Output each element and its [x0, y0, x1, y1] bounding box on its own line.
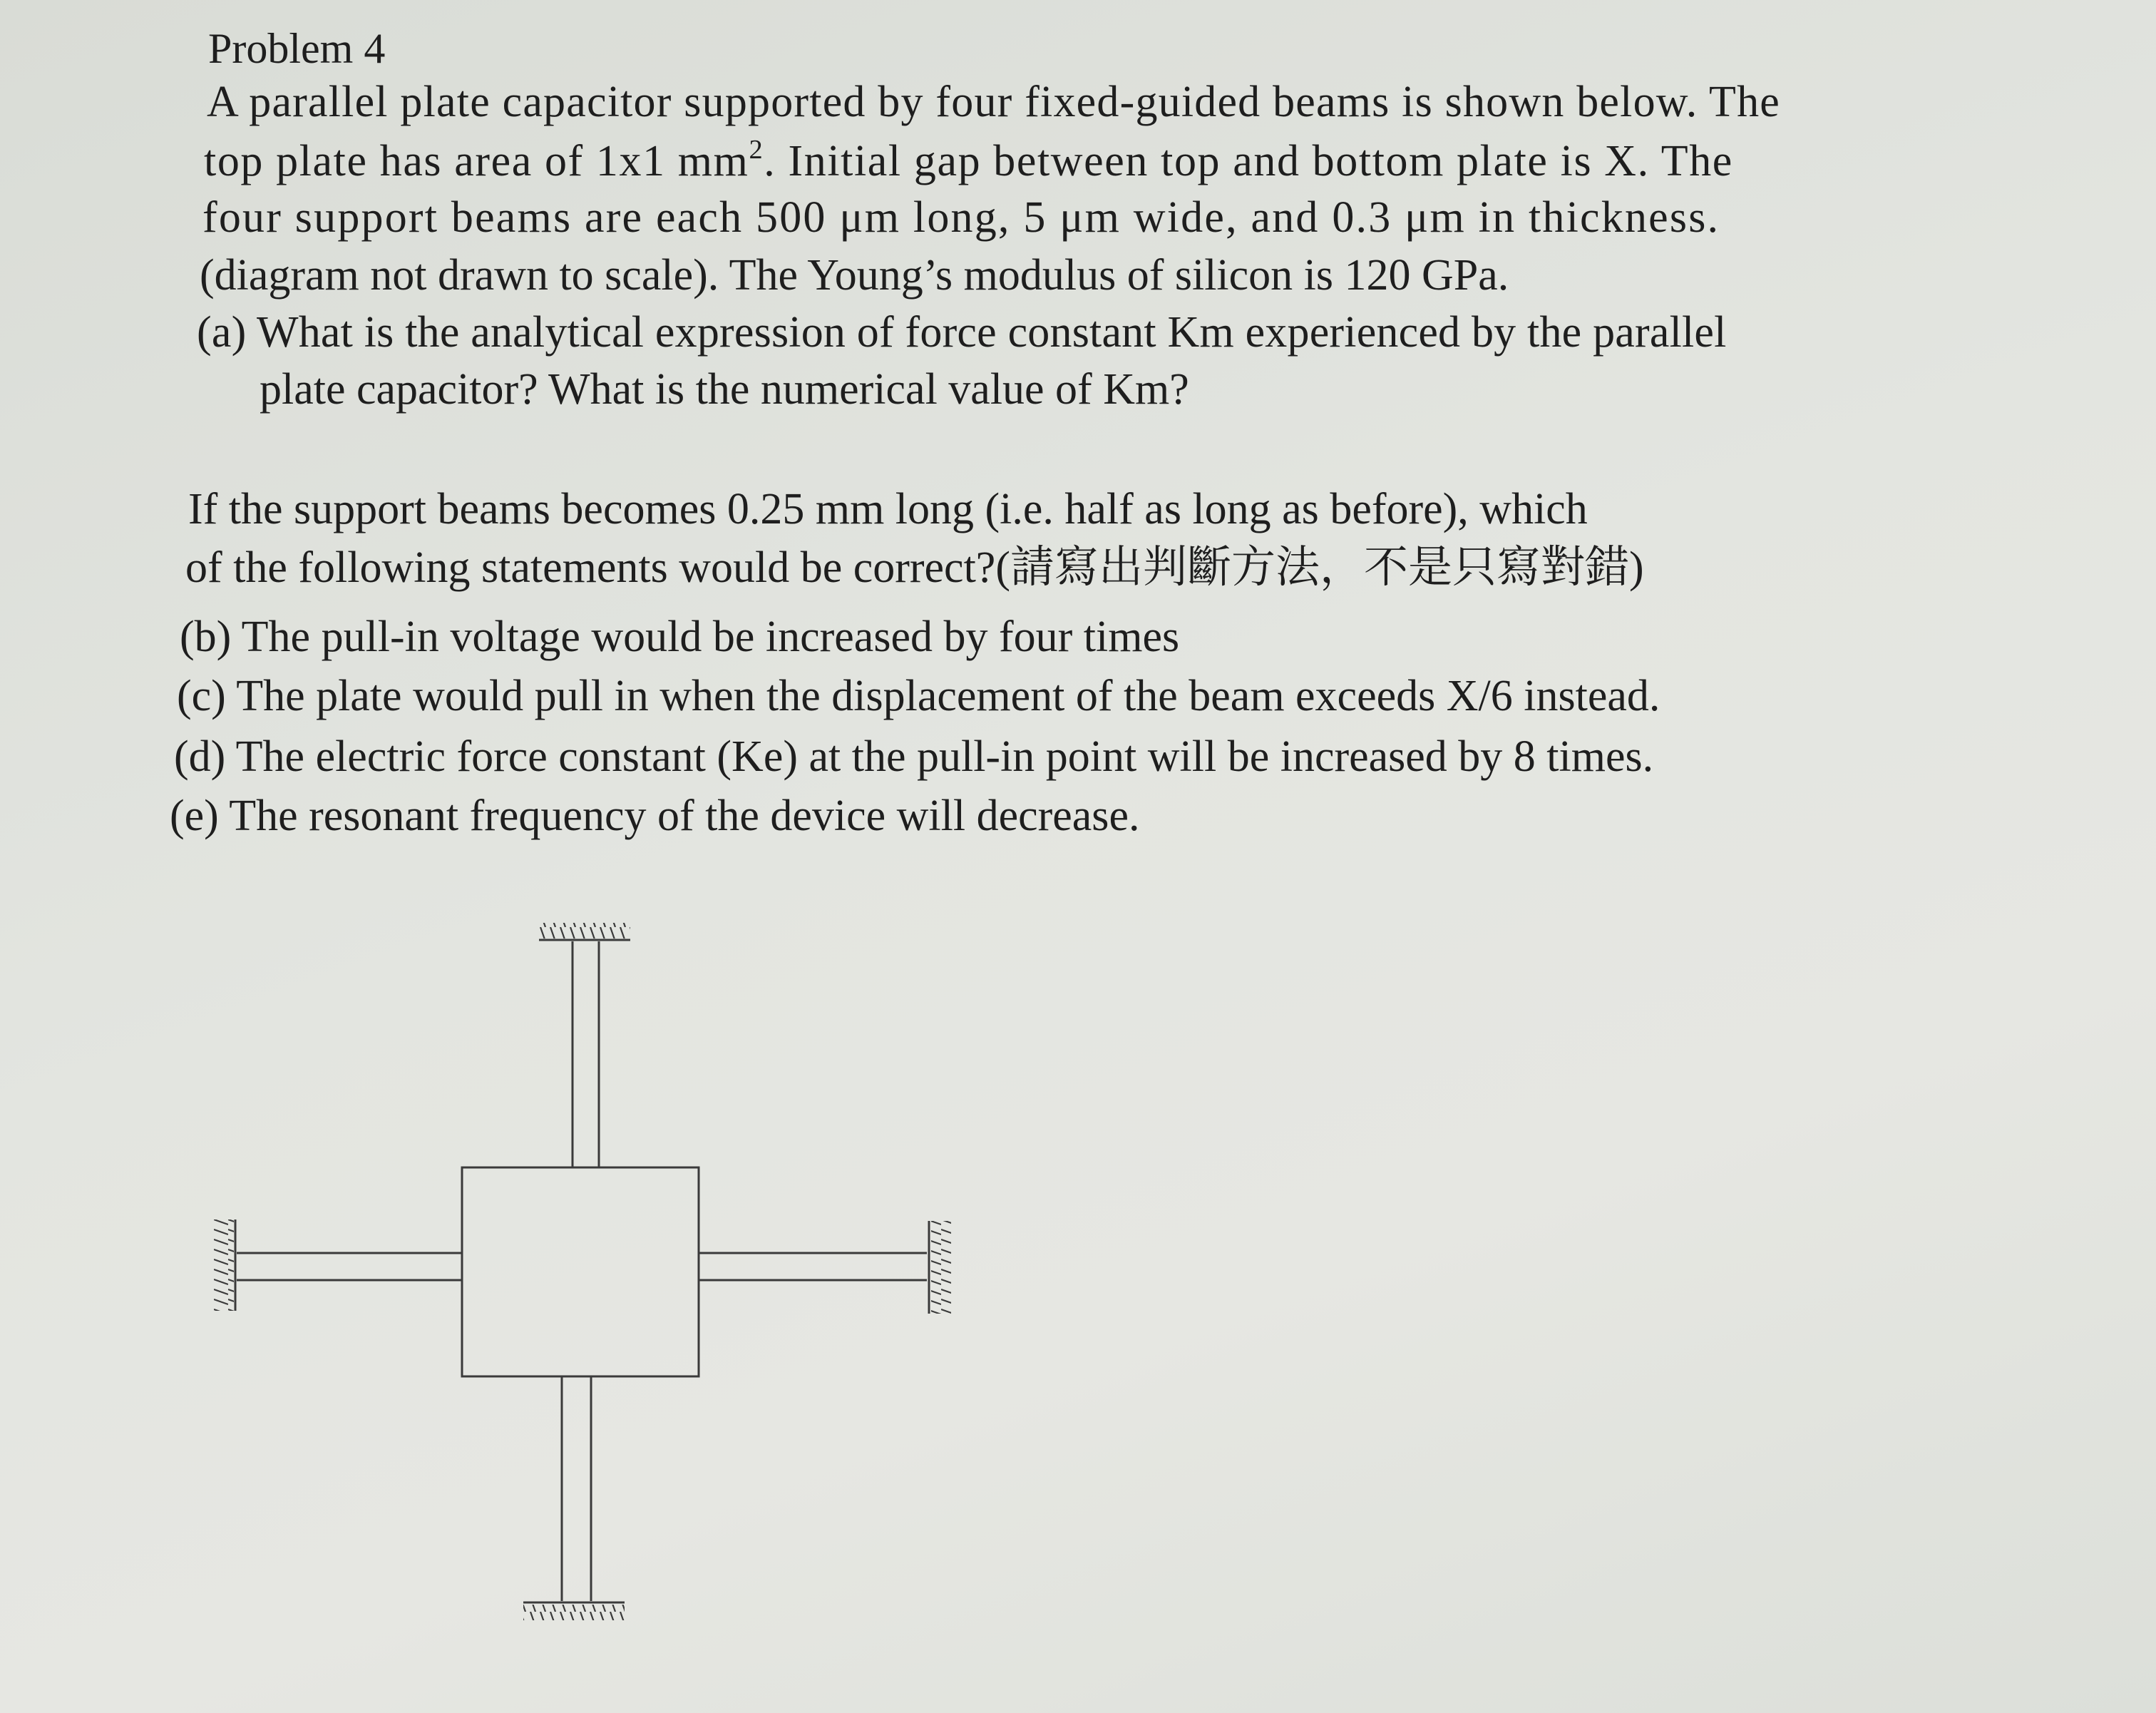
area-exponent: 2	[749, 135, 764, 165]
followup-line-2: of the following statements would be correct?(請寫出判斷方法，不是只寫對錯)	[185, 543, 1644, 592]
option-d: (d) The electric force constant (Ke) at the pull-in point will be increased by 8 times.	[174, 732, 1654, 781]
anchor-right	[929, 1221, 951, 1314]
top-plate	[462, 1167, 699, 1376]
beam-right	[699, 1253, 927, 1280]
part-a-line-1: (a) What is the analytical expression of force constant Km experienced by the parallel	[197, 308, 1727, 357]
followup-line-1: If the support beams becomes 0.25 mm long (i.e. half as long as before), which	[188, 485, 1588, 533]
anchor-top	[539, 923, 630, 940]
area-text: top plate has area of 1x1 mm	[204, 137, 749, 185]
anchor-left	[214, 1219, 235, 1311]
intro-line-4: (diagram not drawn to scale). The Young’s modulus of silicon is 120 GPa.	[200, 251, 1509, 300]
problem-title: Problem 4	[208, 25, 386, 72]
gap-text: . Initial gap between top and bottom plate is X. The	[764, 137, 1733, 185]
intro-line-3: four support beams are each 500 μm long, 5 μm wide, and 0.3 μm in thickness.	[202, 193, 1720, 242]
option-c: (c) The plate would pull in when the displacement of the beam exceeds X/6 instead.	[177, 672, 1660, 720]
beam-bottom	[562, 1376, 591, 1601]
intro-line-1: A parallel plate capacitor supported by four fixed-guided beams is shown below. The	[207, 78, 1780, 126]
option-e: (e) The resonant frequency of the device will decrease.	[170, 792, 1140, 840]
option-b: (b) The pull-in voltage would be increased by four times	[180, 613, 1180, 661]
anchor-bottom	[523, 1602, 625, 1620]
part-a-line-2: plate capacitor? What is the numerical value of Km?	[260, 365, 1189, 414]
beam-left	[237, 1253, 462, 1280]
beam-top	[573, 941, 599, 1167]
